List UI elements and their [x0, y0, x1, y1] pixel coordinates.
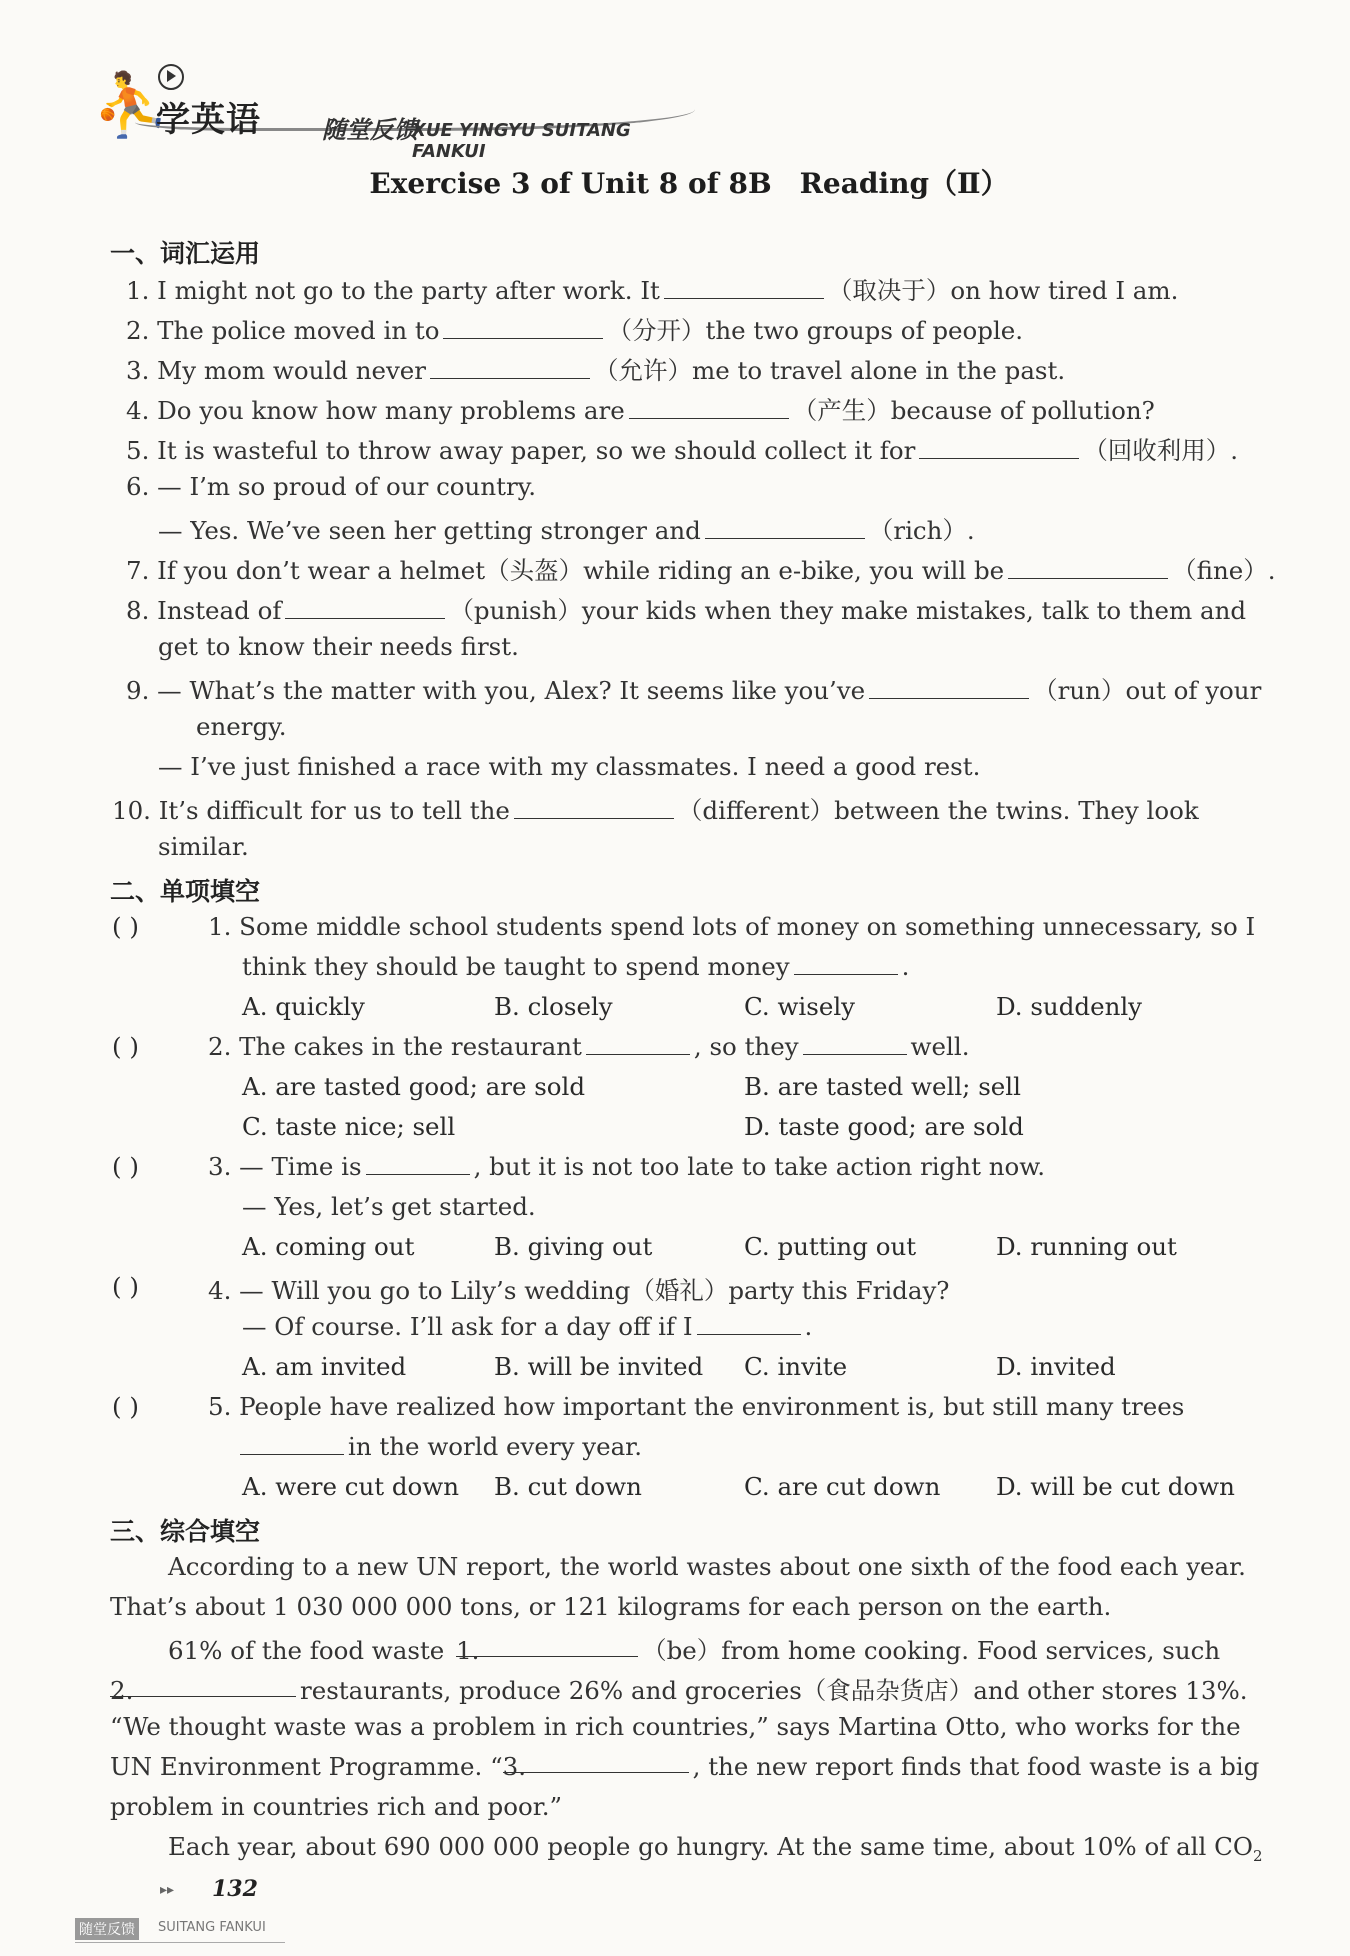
answer-blank[interactable]	[705, 518, 865, 539]
s1-line-10: 10. It’s difficult for us to tell the （different）between the twins. They look	[112, 796, 1199, 825]
q3-stem: 3. — Time is , but it is not too late to take action right now.	[208, 1152, 1046, 1181]
q2-stem: 2. The cakes in the restaurant , so they well.	[208, 1032, 970, 1061]
passage-blank-2[interactable]: 2.	[110, 1676, 296, 1697]
footer-tag-en: SUITANG FANKUI	[158, 1920, 266, 1935]
s1-line-10b: similar.	[158, 832, 249, 861]
s1-line-2: 2. The police moved in to （分开）the two groups of people.	[126, 316, 1024, 345]
q3-option-b[interactable]: B. giving out	[494, 1232, 653, 1261]
s1-line-8: 8. Instead of （punish）your kids when they make mistakes, talk to them and	[126, 596, 1247, 625]
s1-line-9c: — I’ve just finished a race with my classmates. I need a good rest.	[158, 752, 981, 781]
q3-option-d[interactable]: D. running out	[996, 1232, 1177, 1261]
answer-blank[interactable]	[869, 678, 1029, 699]
passage-blank-3[interactable]: 3.	[503, 1752, 689, 1773]
header-logo	[40, 28, 680, 162]
answer-blank[interactable]	[443, 318, 603, 339]
q5-stem-2: in the world every year.	[236, 1432, 642, 1461]
q4-stem: 4. — Will you go to Lily’s wedding（婚礼）party this Friday?	[208, 1276, 950, 1305]
q5-option-b[interactable]: B. cut down	[494, 1472, 642, 1501]
passage-line-6: UN Environment Programme. “3. , the new report finds that food waste is a big	[110, 1752, 1260, 1781]
s1-line-5: 5. It is wasteful to throw away paper, so we should collect it for （回收利用）.	[126, 436, 1239, 465]
brand-en: XUE YINGYU SUITANG FANKUI	[412, 120, 631, 162]
s1-line-1: 1. I might not go to the party after work. It （取决于）on how tired I am.	[126, 276, 1179, 305]
q4-option-d[interactable]: D. invited	[996, 1352, 1116, 1381]
q2-option-c[interactable]: C. taste nice; sell	[242, 1112, 456, 1141]
q1-option-d[interactable]: D. suddenly	[996, 992, 1143, 1021]
q3-stem-2: — Yes, let’s get started.	[242, 1192, 536, 1221]
answer-paren[interactable]: ( )	[112, 912, 139, 941]
q2-option-a[interactable]: A. are tasted good; are sold	[242, 1072, 586, 1101]
arrow-icon: ▸▸	[160, 1882, 175, 1898]
answer-blank[interactable]	[514, 798, 674, 819]
page-number: 132	[212, 1876, 258, 1902]
s1-line-8b: get to know their needs first.	[158, 632, 519, 661]
s1-line-9: 9. — What’s the matter with you, Alex? It seems like you’ve （run）out of your	[126, 676, 1262, 705]
q5-option-a[interactable]: A. were cut down	[242, 1472, 460, 1501]
answer-blank[interactable]	[794, 954, 898, 975]
answer-blank[interactable]	[285, 598, 445, 619]
passage-line-1: According to a new UN report, the world wastes about one sixth of the food each year.	[168, 1552, 1246, 1581]
passage-line-7: problem in countries rich and poor.”	[110, 1792, 563, 1821]
s1-line-3: 3. My mom would never （允许）me to travel alone in the past.	[126, 356, 1066, 385]
q2-option-b[interactable]: B. are tasted well; sell	[744, 1072, 1021, 1101]
s1-line-7: 7. If you don’t wear a helmet（头盔）while riding an e-bike, you will be （fine）.	[126, 556, 1276, 585]
passage-line-2: That’s about 1 030 000 000 tons, or 121 kilograms for each person on the earth.	[110, 1592, 1112, 1621]
answer-blank[interactable]	[430, 358, 590, 379]
passage-line-5: “We thought waste was a problem in rich countries,” says Martina Otto, who works for the	[110, 1712, 1241, 1741]
q4-stem-2: — Of course. I’ll ask for a day off if I .	[242, 1312, 813, 1341]
section2-heading: 二、单项填空	[110, 877, 261, 906]
q5-option-d[interactable]: D. will be cut down	[996, 1472, 1235, 1501]
q1-option-a[interactable]: A. quickly	[242, 992, 365, 1021]
q2-option-d[interactable]: D. taste good; are sold	[744, 1112, 1024, 1141]
passage-line-4: 2. restaurants, produce 26% and groceries（食品杂货店）and other stores 13%.	[110, 1676, 1248, 1705]
q1-stem-2: think they should be taught to spend money .	[242, 952, 910, 981]
s1-line-4: 4. Do you know how many problems are （产生）because of pollution?	[126, 396, 1155, 425]
passage-blank-1[interactable]: 1.	[456, 1636, 638, 1657]
answer-blank[interactable]	[240, 1434, 344, 1455]
q5-option-c[interactable]: C. are cut down	[744, 1472, 941, 1501]
q4-option-c[interactable]: C. invite	[744, 1352, 848, 1381]
answer-blank[interactable]	[586, 1034, 690, 1055]
footer-divider	[75, 1942, 285, 1943]
answer-blank[interactable]	[664, 278, 824, 299]
answer-paren[interactable]: ( )	[112, 1392, 139, 1421]
q1-stem: 1. Some middle school students spend lots of money on something unnecessary, so I	[208, 912, 1256, 941]
brand-cn: 学英语	[156, 100, 261, 140]
s1-line-6b: — Yes. We’ve seen her getting stronger and （rich）.	[158, 516, 975, 545]
page-title	[0, 162, 1350, 202]
answer-paren[interactable]: ( )	[112, 1152, 139, 1181]
brand-cn-sub: 随堂反馈	[322, 116, 418, 144]
answer-paren[interactable]: ( )	[112, 1272, 139, 1301]
q1-option-c[interactable]: C. wisely	[744, 992, 856, 1021]
passage-line-8: Each year, about 690 000 000 people go hungry. At the same time, about 10% of all $CO_2$	[168, 1832, 1263, 1865]
q3-option-a[interactable]: A. coming out	[242, 1232, 415, 1261]
title-sub: Reading（Ⅱ）	[799, 167, 1009, 200]
q4-option-a[interactable]: A. am invited	[242, 1352, 407, 1381]
footer-tag: 随堂反馈	[75, 1918, 139, 1940]
s1-line-6: 6. — I’m so proud of our country.	[126, 472, 537, 501]
q4-option-b[interactable]: B. will be invited	[494, 1352, 704, 1381]
section3-heading: 三、综合填空	[110, 1517, 261, 1546]
q1-option-b[interactable]: B. closely	[494, 992, 613, 1021]
answer-blank[interactable]	[697, 1314, 801, 1335]
answer-blank[interactable]	[919, 438, 1079, 459]
section1-heading: 一、词汇运用	[110, 239, 261, 268]
answer-blank[interactable]	[1008, 558, 1168, 579]
title-main: Exercise 3 of Unit 8 of 8B	[369, 167, 772, 200]
runner-icon: ⛹	[92, 68, 170, 141]
s1-line-9b: energy.	[196, 712, 287, 741]
q3-option-c[interactable]: C. putting out	[744, 1232, 917, 1261]
answer-blank[interactable]	[366, 1154, 470, 1175]
passage-line-3: 61% of the food waste 1. （be）from home cooking. Food services, such	[168, 1636, 1221, 1665]
answer-blank[interactable]	[803, 1034, 907, 1055]
play-icon	[158, 64, 184, 90]
answer-paren[interactable]: ( )	[112, 1032, 139, 1061]
q5-stem: 5. People have realized how important the environment is, but still many trees	[208, 1392, 1185, 1421]
answer-blank[interactable]	[629, 398, 789, 419]
